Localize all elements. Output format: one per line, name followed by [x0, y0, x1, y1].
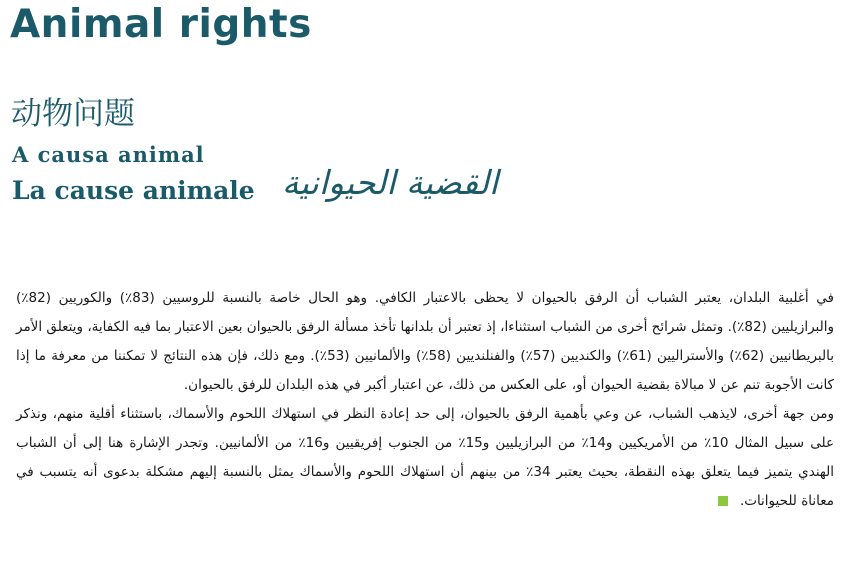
- title-french: La cause animale: [12, 176, 255, 205]
- title-english: Animal rights: [10, 2, 312, 47]
- title-arabic: القضية الحيوانية: [282, 163, 499, 202]
- end-of-article-marker: [718, 496, 728, 506]
- paragraph-1: في أغلبية البلدان، يعتبر الشباب أن الرفق بالحيوان لا يحظى بالاعتبار الكافي. وهو الحال خاصة بالنسبة للروسيين (83٪) والكوريين (82٪) والبرازيليين (82٪). وتمثل شرائح أخرى من الشباب استثناءا، إذ تعتبر أن بلدانها تأخذ مسألة الرفق بالحيوان بعين الاعتبار بما فيه الكفاية، ويتعلق الأمر بالبريطانيين (62٪) والأستراليين (61٪) والكنديين (57٪) والفنلنديين (58٪) والألمانيين (53٪). ومع ذلك، فإن هذه النتائج لا تمكننا من معرفة ما إذا كانت الأجوبة تنم عن لا مبالاة بقضية الحيوان أو، على العكس من ذلك، عن اعتبار أكبر في هذه البلدان للرفق بالحيوان.: [16, 290, 835, 393]
- paragraph-2: [16, 400, 834, 516]
- article-body: [16, 284, 834, 516]
- title-chinese: 动物问题: [11, 96, 135, 132]
- title-portuguese: A causa animal: [12, 142, 205, 167]
- paragraph-2-text: ومن جهة أخرى، لايذهب الشباب، عن وعي بأهمية الرفق بالحيوان، إلى حد إعادة النظر في استهلاك اللحوم والأسماك، باستثناء أقلية منهم، ونذكر على سبيل المثال 10٪ من الأمريكيين و14٪ من البرازيليين و15٪ من الجنوب إفريقيين و16٪ من الألمانيين. وتجدر الإشارة هنا إلى أن الشباب الهندي يتميز فيما يتعلق بهذه النقطة، بحيث يعتبر 34٪ من بينهم أن استهلاك اللحوم والأسماك يمثل بالنسبة إليهم مشكلة بدعوى أنه يتسبب في معاناة للحيوانات.: [16, 406, 834, 509]
